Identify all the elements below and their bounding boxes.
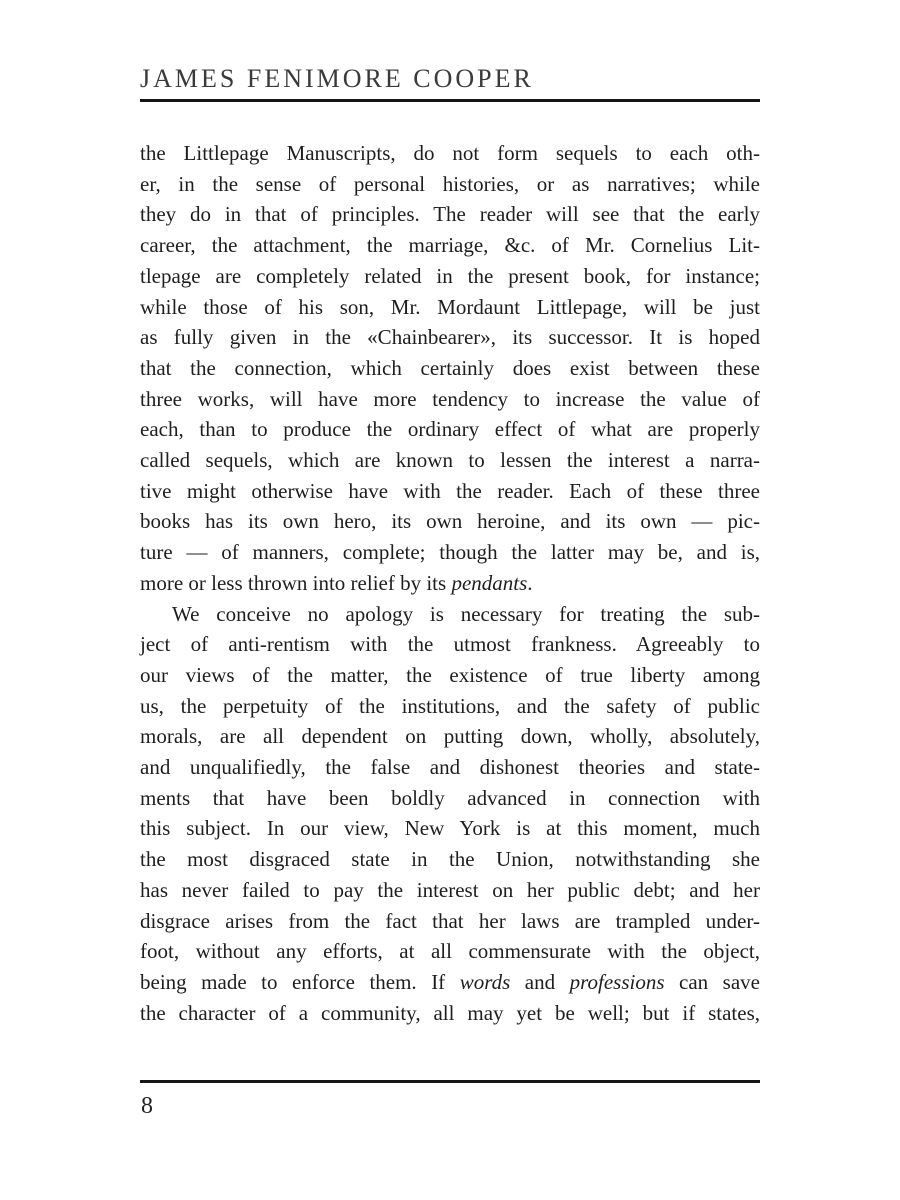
text-line: tlepage are completely related in the present book, for instance; <box>140 263 760 288</box>
body-text <box>140 138 760 1028</box>
text-line: being made to enforce them. If words and professions can save <box>140 969 760 994</box>
paragraph <box>140 599 760 1029</box>
text-line: foot, without any efforts, at all commensurate with the object, <box>140 939 760 964</box>
text-line: tive might otherwise have with the reader. Each of these three <box>140 478 760 503</box>
text-line: and unqualifiedly, the false and dishonest theories and state- <box>140 755 760 780</box>
text-line: us, the perpetuity of the institutions, and the safety of public <box>140 693 760 718</box>
text-line: as fully given in the «Chainbearer», its successor. It is hoped <box>140 325 760 350</box>
text-line: while those of his son, Mr. Mordaunt Littlepage, will be just <box>140 294 760 319</box>
text-line: our views of the matter, the existence of true liberty among <box>140 662 760 687</box>
text-line: has never failed to pay the interest on her public debt; and her <box>140 877 760 902</box>
text-line: books has its own hero, its own heroine, and its own — pic- <box>140 509 760 534</box>
text-line: more or less thrown into relief by its pendants. <box>140 570 533 595</box>
text-line: three works, will have more tendency to increase the value of <box>140 386 760 411</box>
text-line: er, in the sense of personal histories, or as narratives; while <box>140 171 760 196</box>
text-line: ture — of manners, complete; though the latter may be, and is, <box>140 540 760 565</box>
text-line: they do in that of principles. The reader will see that the early <box>140 202 760 227</box>
text-line: ject of anti-rentism with the utmost frankness. Agreeably to <box>140 632 760 657</box>
text-line: disgrace arises from the fact that her laws are trampled under- <box>140 908 760 933</box>
paragraph <box>140 138 760 599</box>
text-line: career, the attachment, the marriage, &c. of Mr. Cornelius Lit- <box>140 233 760 258</box>
text-line: this subject. In our view, New York is at this moment, much <box>140 816 760 841</box>
running-head: JAMES FENIMORE COOPER <box>140 64 534 93</box>
text-line: each, than to produce the ordinary effect of what are properly <box>140 417 760 442</box>
footer-rule <box>140 1080 760 1083</box>
text-line: We conceive no apology is necessary for treating the sub- <box>172 601 760 626</box>
text-line: morals, are all dependent on putting down, wholly, absolutely, <box>140 724 760 749</box>
page-number: 8 <box>141 1093 153 1119</box>
header-rule <box>140 99 760 102</box>
text-line: that the connection, which certainly does exist between these <box>140 355 760 380</box>
text-line: the Littlepage Manuscripts, do not form sequels to each oth- <box>140 141 760 165</box>
text-line: the most disgraced state in the Union, notwithstanding she <box>140 847 760 872</box>
text-line: ments that have been boldly advanced in connection with <box>140 785 760 810</box>
text-line: the character of a community, all may yet be well; but if states, <box>140 1000 760 1025</box>
text-line: called sequels, which are known to lessen the interest a narra- <box>140 448 760 473</box>
